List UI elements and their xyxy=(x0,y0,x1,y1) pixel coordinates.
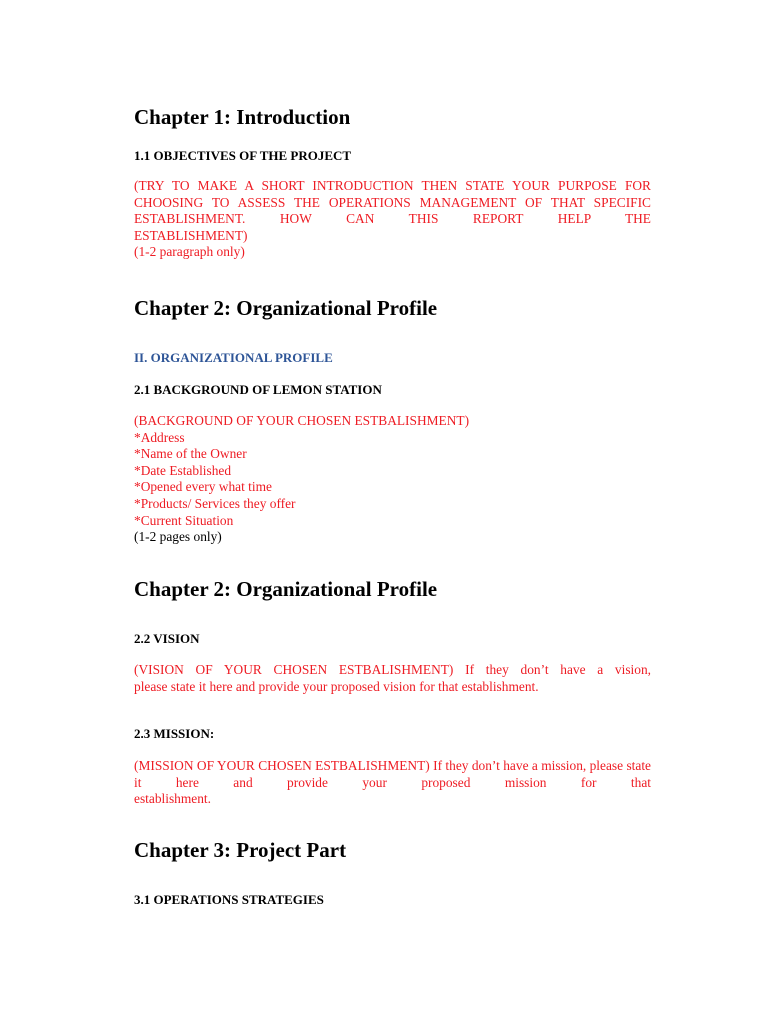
list-item-opening-time: *Opened every what time xyxy=(134,479,272,495)
chapter-3-title: Chapter 3: Project Part xyxy=(134,838,347,862)
section-1-1-instructions xyxy=(134,178,651,261)
chapter-1-title: Chapter 1: Introduction xyxy=(134,105,351,129)
section-2-1-intro: (BACKGROUND OF YOUR CHOSEN ESTBALISHMENT) xyxy=(134,413,470,428)
chapter-2-title: Chapter 2: Organizational Profile xyxy=(134,296,438,320)
section-1-1-length-note: (1-2 paragraph only) xyxy=(134,244,245,260)
section-2-3-heading: 2.3 MISSION: xyxy=(134,726,215,741)
section-1-1-paragraph-end: ESTABLISHMENT) xyxy=(134,227,248,243)
organizational-profile-heading: II. ORGANIZATIONAL PROFILE xyxy=(134,350,333,365)
section-2-1-heading: 2.1 BACKGROUND OF LEMON STATION xyxy=(134,382,382,397)
list-item-date-established: *Date Established xyxy=(134,462,232,478)
list-item-address: *Address xyxy=(134,429,185,445)
section-3-1-heading: 3.1 OPERATIONS STRATEGIES xyxy=(134,892,324,907)
section-2-2-heading: 2.2 VISION xyxy=(134,631,200,646)
section-2-2-paragraph-line1: (VISION OF YOUR CHOSEN ESTBALISHMENT) If they don’t have a vision, xyxy=(134,662,651,677)
section-1-1-paragraph: (TRY TO MAKE A SHORT INTRODUCTION THEN STATE YOUR PURPOSE FOR CHOOSING TO ASSESS THE OPERATIONS MANAGEMENT OF THAT SPECIFIC ESTABLISHMENT. HOW CAN THIS REPORT HELP THE xyxy=(134,178,651,227)
list-item-owner-name: *Name of the Owner xyxy=(134,446,247,462)
section-2-3-instructions xyxy=(134,758,651,808)
section-2-3-paragraph-end: establishment. xyxy=(134,791,211,807)
list-item-products-services: *Products/ Services they offer xyxy=(134,495,296,511)
list-item-current-situation: *Current Situation xyxy=(134,512,234,528)
section-2-3-paragraph: (MISSION OF YOUR CHOSEN ESTBALISHMENT) If they don’t have a mission, please state it here and provide your proposed mission for that xyxy=(134,758,651,790)
section-2-1-instructions xyxy=(134,413,469,546)
section-2-2-paragraph-line2: please state it here and provide your proposed vision for that establishment. xyxy=(134,678,539,694)
section-1-1-heading: 1.1 OBJECTIVES OF THE PROJECT xyxy=(134,148,352,163)
section-2-1-length-note: (1-2 pages only) xyxy=(134,529,222,545)
section-2-2-instructions xyxy=(134,662,651,695)
chapter-2-title-repeat: Chapter 2: Organizational Profile xyxy=(134,577,438,601)
